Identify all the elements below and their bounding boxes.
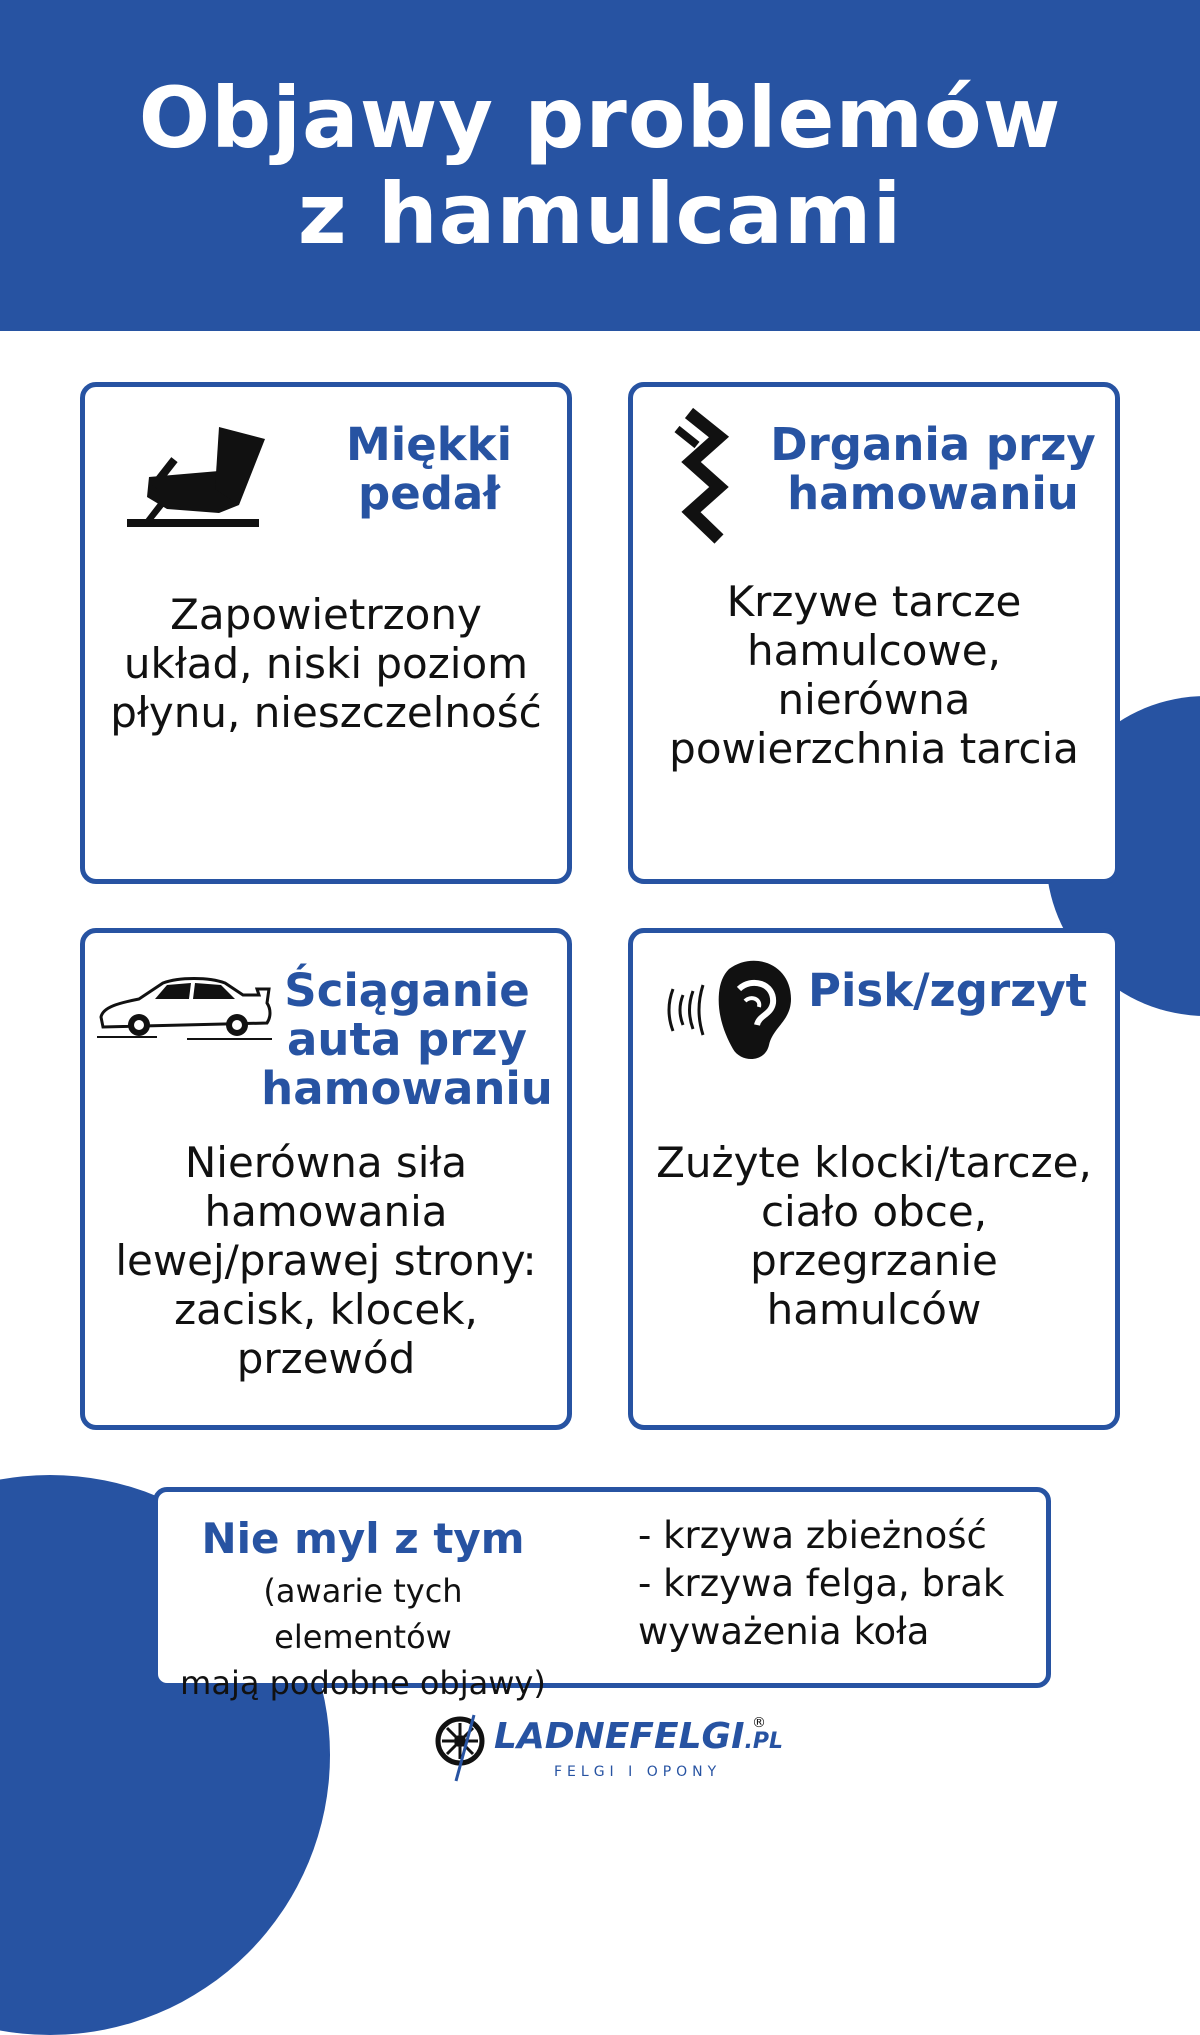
ear-sound-icon [661, 955, 801, 1065]
card-squeal [628, 928, 1120, 1430]
card-description-line: lewej/prawej strony: [115, 1236, 537, 1285]
card-car-pulling [80, 928, 572, 1430]
card-title-line: Miękki [345, 418, 512, 471]
note-list-item: wyważenia koła [638, 1610, 930, 1653]
card-description-line: płynu, nieszczelność [110, 688, 542, 737]
card-title [257, 966, 557, 1113]
page-title [139, 70, 1062, 262]
logo-name: LADNEFELGI [494, 1716, 745, 1757]
card-title [808, 966, 1108, 1015]
card-description [95, 590, 557, 737]
card-description-line: Nierówna siła [184, 1138, 468, 1187]
logo-tld: .PL [744, 1729, 783, 1754]
card-description-line: układ, niski poziom [123, 639, 529, 688]
card-title-line: Pisk/zgrzyt [808, 964, 1088, 1017]
card-title-line: Ściąganie [284, 964, 530, 1017]
note-box [153, 1487, 1051, 1702]
card-description-line: hamulcowe, [747, 626, 1001, 675]
card-description-line: hamulców [766, 1285, 982, 1334]
note-heading-group [178, 1514, 548, 1706]
note-title: Nie myl z tym [201, 1514, 525, 1563]
card-description-line: zacisk, klocek, [174, 1285, 478, 1334]
card-title-line: auta przy [287, 1013, 527, 1066]
card-description [95, 1138, 557, 1383]
card-description-line: przegrzanie [750, 1236, 998, 1285]
card-description-line: nierówna [777, 675, 971, 724]
card-title [329, 420, 529, 518]
wheel-rim-icon [434, 1709, 490, 1783]
card-description [643, 577, 1105, 773]
card-title-line: hamowaniu [787, 467, 1079, 520]
card-description-line: Zużyte klocki/tarcze, [656, 1138, 1092, 1187]
registered-mark: ® [752, 1715, 766, 1731]
card-description [643, 1138, 1105, 1334]
card-description-line: Krzywe tarcze [726, 577, 1022, 626]
note-subtitle [178, 1568, 548, 1706]
page-title-line-1: Objawy problemów [138, 68, 1062, 167]
card-title-line: pedał [357, 467, 500, 520]
note-subtitle-line: (awarie tych elementów [263, 1572, 463, 1656]
header-banner [0, 0, 1200, 331]
card-description-line: hamowania [204, 1187, 448, 1236]
card-title-line: Drgania przy [770, 418, 1096, 471]
card-description-line: powierzchnia tarcia [669, 724, 1079, 773]
card-description-line: przewód [236, 1334, 416, 1383]
card-vibration [628, 382, 1120, 884]
note-list-item: - krzywa zbieżność [638, 1514, 987, 1557]
card-soft-pedal [80, 382, 572, 884]
logo-wordmark [494, 1717, 783, 1762]
note-subtitle-line: mają podobne objawy) [180, 1664, 546, 1702]
vibration-icon [671, 407, 741, 547]
note-list [638, 1512, 1038, 1656]
card-description-line: ciało obce, [760, 1187, 988, 1236]
card-title-line: hamowaniu [261, 1062, 553, 1115]
logo-tagline: FELGI I OPONY [554, 1764, 722, 1780]
brake-pedal-icon [127, 419, 277, 531]
brand-logo [434, 1707, 783, 1785]
page-title-line-2: z hamulcami [297, 164, 903, 263]
card-description-line: Zapowietrzony [170, 590, 482, 639]
note-list-item: - krzywa felga, brak [638, 1562, 1005, 1605]
card-title [768, 420, 1098, 518]
car-drift-icon [97, 973, 272, 1045]
